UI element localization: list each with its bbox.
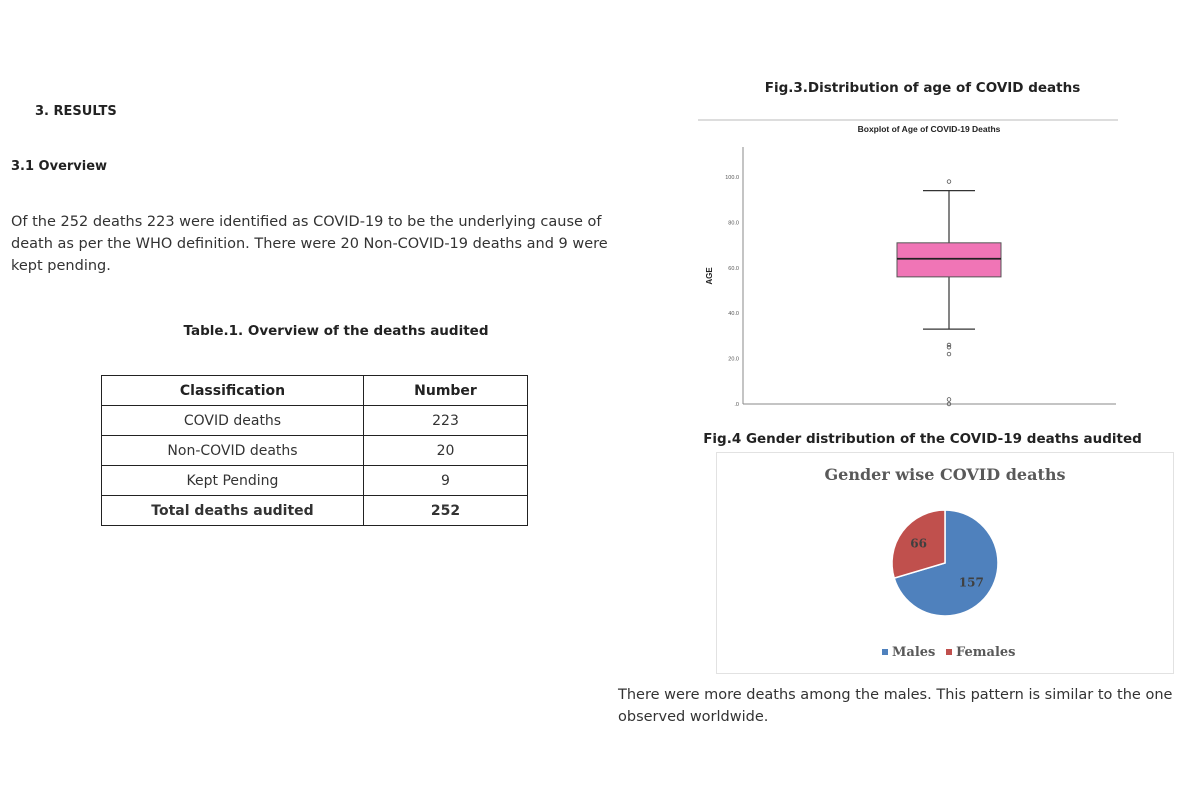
table-cell-number: 9	[364, 466, 528, 496]
boxplot-title: Boxplot of Age of COVID-19 Deaths	[857, 124, 1001, 134]
boxplot-y-label: AGE	[705, 267, 714, 285]
boxplot-tick-label: 80.0	[728, 220, 739, 227]
legend-label-males: Males	[892, 645, 936, 660]
legend-swatch-females	[946, 649, 952, 655]
boxplot-outlier	[947, 345, 951, 349]
overview-table	[101, 375, 528, 526]
overview-paragraph: Of the 252 deaths 223 were identified as COVID-19 to be the underlying cause of death as per the WHO definition. There were 20 Non-COVID-19 deaths and 9 were kept pending.	[11, 214, 608, 274]
boxplot-outlier	[947, 398, 951, 402]
boxplot-tick-label: 60.0	[728, 265, 739, 272]
fig4-caption: Fig.4 Gender distribution of the COVID-19 deaths audited	[703, 431, 1142, 447]
table-header-classification: Classification	[102, 376, 364, 406]
table-cell-number: 20	[364, 436, 528, 466]
pie-chart	[717, 453, 1173, 673]
subsection-heading: 3.1 Overview	[11, 159, 108, 174]
table-total-row	[102, 496, 528, 526]
boxplot-tick-label: 40.0	[728, 311, 739, 318]
table-cell-classification: Kept Pending	[102, 466, 364, 496]
table-header-row	[102, 376, 528, 406]
table-cell-classification: COVID deaths	[102, 406, 364, 436]
pie-chart-frame	[716, 452, 1174, 674]
table-row	[102, 436, 528, 466]
boxplot-outlier	[947, 352, 951, 356]
table-caption: Table.1. Overview of the deaths audited	[183, 323, 489, 339]
boxplot-box	[897, 243, 1001, 277]
pie-data-label: 66	[910, 536, 928, 551]
table-cell-classification: Non-COVID deaths	[102, 436, 364, 466]
table-row	[102, 466, 528, 496]
boxplot-tick-label: .0	[734, 402, 739, 408]
boxplot-tick-label: 20.0	[728, 356, 739, 363]
table-total-label: Total deaths audited	[102, 496, 364, 526]
boxplot-chart	[698, 112, 1118, 414]
pie-data-label: 157	[958, 575, 984, 590]
fig3-caption: Fig.3.Distribution of age of COVID deaths	[764, 80, 1081, 96]
closing-paragraph: There were more deaths among the males. This pattern is similar to the one observed worldwide.	[618, 687, 1173, 725]
table-cell-number: 223	[364, 406, 528, 436]
boxplot-tick-label: 100.0	[725, 175, 739, 181]
legend-label-females: Females	[956, 645, 1016, 660]
table-row	[102, 406, 528, 436]
boxplot-outlier	[947, 180, 951, 184]
legend-swatch-males	[882, 649, 888, 655]
table-total-value: 252	[364, 496, 528, 526]
section-heading: 3. RESULTS	[35, 104, 117, 119]
table-header-number: Number	[364, 376, 528, 406]
pie-title: Gender wise COVID deaths	[824, 465, 1066, 484]
